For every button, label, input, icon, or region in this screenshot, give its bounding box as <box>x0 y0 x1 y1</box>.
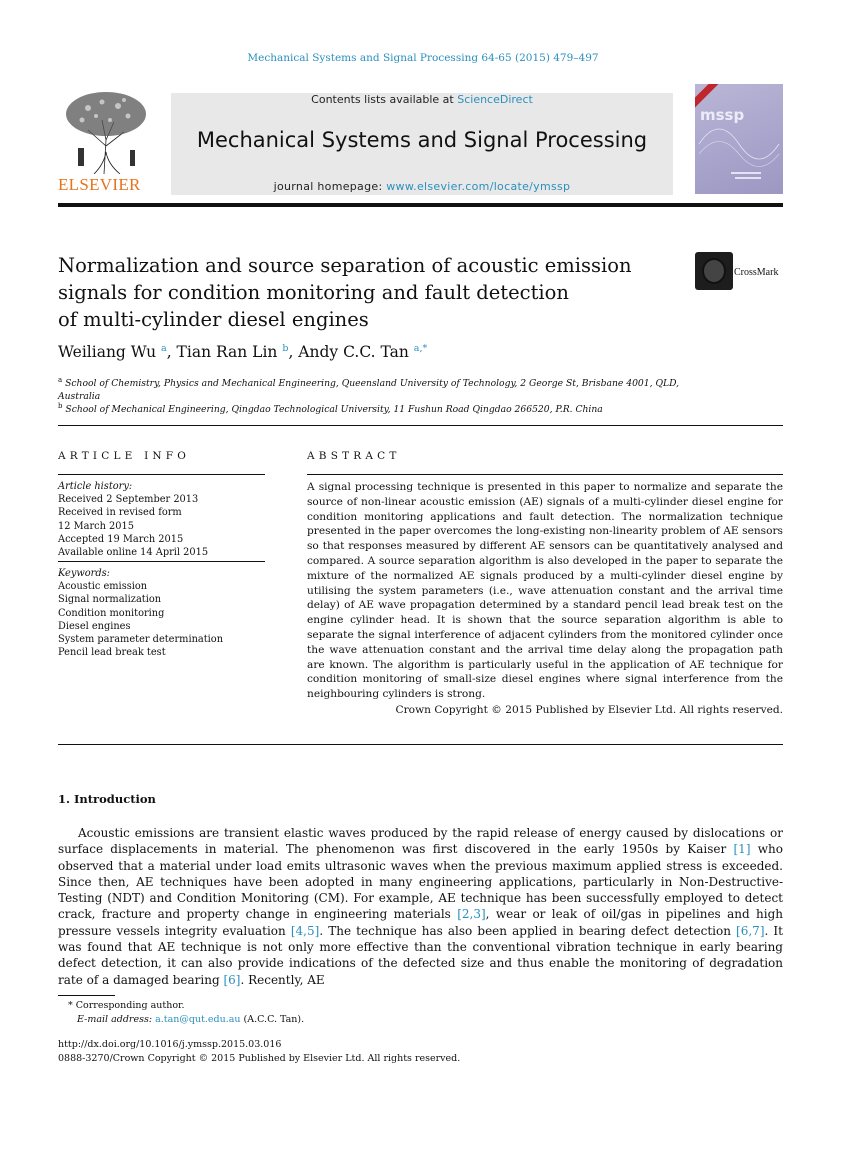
journal-homepage-line <box>171 180 673 193</box>
article-info-rule <box>58 474 265 475</box>
sciencedirect-link[interactable]: ScienceDirect <box>457 93 533 106</box>
footnote-rule <box>58 995 115 996</box>
author-list <box>58 343 427 361</box>
author-affiliation-mark[interactable]: a <box>161 343 167 354</box>
article-history <box>58 480 265 559</box>
journal-homepage-link[interactable]: www.elsevier.com/locate/ymssp <box>386 180 571 193</box>
keywords-list <box>58 567 265 659</box>
author-affiliation-mark[interactable]: a,* <box>413 343 428 354</box>
keyword: Pencil lead break test <box>58 647 166 659</box>
citation-link[interactable]: [6] <box>223 972 241 987</box>
keyword: Condition monitoring <box>58 607 165 619</box>
affiliation <box>58 400 698 417</box>
history-item: Received in revised form <box>58 507 182 519</box>
homepage-prefix: journal homepage: <box>273 180 387 193</box>
doi-link[interactable]: http://dx.doi.org/10.1016/j.ymssp.2015.03.016 <box>58 1039 282 1050</box>
journal-reference[interactable]: Mechanical Systems and Signal Processing 64-65 (2015) 479–497 <box>247 52 599 64</box>
title-line: signals for condition monitoring and fault detection <box>58 281 569 304</box>
citation-link[interactable]: [4,5] <box>290 923 320 938</box>
introduction-heading: 1. Introduction <box>58 792 156 806</box>
affiliation-mark: a <box>58 376 63 384</box>
abstract-text: A signal processing technique is presented in this paper to normalize and separate the source of non-linear acoustic emission (AE) signals of a multi-cylinder diesel engine for condition monitoring applications and fault detection. The normalization technique presented in the paper overcomes the long-existing non-linearity problem of AE sensors so that responses measured by different AE sensors can be quantitatively analysed and compared. A source separation algorithm is also developed in the paper to separate the mixture of the normalized AE signals produced by a multi-cylinder diesel engine by utilising the system parameters (i.e., wave attenuation constant and the arrival time delay) of AE wave propagation determined by a standard pencil lead break test on the engine cylinder head. It is shown that the source separation algorithm is able to separate the signal interference of adjacent cylinders from the monitored cylinder once the wave attenuation constant and the arrival time delay along the propagation path are known. The algorithm is particularly useful in the application of AE technique for condition monitoring of small-size diesel engines where signal interference from the neighbouring cylinders is strong. <box>307 481 783 701</box>
history-item: 12 March 2015 <box>58 520 134 532</box>
affiliation-text: School of Chemistry, Physics and Mechanical Engineering, Queensland University of Technology, 2 George St, Brisbane 4001, QLD, Australia <box>58 378 680 402</box>
intro-text-run: . It was found that AE technique is not only more effective than the conventional vibration technique in early bearing defect detection, it can also provide indications of the defected size and thus enable the monitoring of degradation rate of a damaged bearing <box>58 923 783 987</box>
author-name: Weiliang Wu <box>58 343 157 362</box>
journal-title: Mechanical Systems and Signal Processing <box>196 128 648 152</box>
author-separator: , <box>166 343 177 362</box>
citation-link[interactable]: [2,3] <box>457 907 486 922</box>
header-rule <box>58 203 783 207</box>
corresponding-author-note: * Corresponding author. <box>68 1000 185 1011</box>
intro-text-run: who observed that a material under load emits ultrasonic waves when the previous maximum applied stress is exceeded. Since then, AE techniques have been adopted in many engineering applications, particularly in Non-Destructive-Testing (NDT) and Condition Monitoring (CM). For example, AE technique has been successfully employed to detect crack, fracture and property change in engineering materials <box>58 842 783 922</box>
cover-title: mssp <box>700 106 745 124</box>
keywords-label: Keywords: <box>58 568 110 579</box>
section-divider <box>58 425 783 426</box>
affiliation-mark: b <box>58 402 63 410</box>
journal-cover-image <box>695 84 783 194</box>
contents-line <box>171 93 673 106</box>
keywords-rule <box>58 561 265 562</box>
intro-text-run: , wear or leak of oil/gas in pipelines and high pressure vessels integrity evaluation <box>58 907 783 938</box>
intro-text-run: . The technique has also been applied in bearing defect detection <box>319 923 737 938</box>
title-line: Normalization and source separation of acoustic emission <box>58 254 632 277</box>
email-suffix: (A.C.C. Tan). <box>240 1014 305 1025</box>
cover-wave-graphic <box>695 84 783 194</box>
introduction-paragraph <box>58 825 783 988</box>
article-info-heading: ARTICLE INFO <box>58 450 191 462</box>
keyword: Signal normalization <box>58 594 162 606</box>
paper-title <box>58 252 678 333</box>
crossmark-label[interactable]: CrossMark <box>734 267 779 278</box>
citation-link[interactable]: [1] <box>733 842 751 857</box>
affiliation <box>58 374 698 403</box>
abstract-rule <box>307 474 783 475</box>
history-label: Article history: <box>58 481 133 492</box>
keyword: System parameter determination <box>58 634 224 646</box>
title-line: of multi-cylinder diesel engines <box>58 308 369 331</box>
intro-text-run: . Recently, AE <box>240 972 325 987</box>
author-separator: , <box>288 343 299 362</box>
history-item: Accepted 19 March 2015 <box>58 533 184 545</box>
contents-prefix: Contents lists available at <box>311 93 458 106</box>
author-affiliation-mark[interactable]: b <box>282 343 289 354</box>
history-item: Received 2 September 2013 <box>58 494 199 506</box>
history-item: Available online 14 April 2015 <box>58 547 209 559</box>
email-label: E-mail address: <box>77 1014 156 1025</box>
crossmark-icon[interactable] <box>695 252 733 290</box>
intro-text-run: Acoustic emissions are transient elastic waves produced by the rapid release of energy caused by dislocations or surface displacements in material. The phenomenon was first discovered in the early 1950s by Kaiser <box>58 826 783 857</box>
author-email-link[interactable]: a.tan@qut.edu.au <box>155 1014 241 1025</box>
citation-link[interactable]: [6,7] <box>736 923 765 938</box>
email-footnote <box>77 1014 304 1025</box>
abstract-heading: ABSTRACT <box>307 450 401 462</box>
author-name: Tian Ran Lin <box>176 343 278 362</box>
keyword: Acoustic emission <box>58 581 148 593</box>
abstract-copyright: Crown Copyright © 2015 Published by Elsevier Ltd. All rights reserved. <box>395 704 783 716</box>
author-name: Andy C.C. Tan <box>298 343 409 362</box>
elsevier-wordmark: ELSEVIER <box>58 175 141 194</box>
affiliation-text: School of Mechanical Engineering, Qingdao Technological University, 11 Fushun Road Qingdao 266520, P.R. China <box>65 404 603 416</box>
issn-copyright-line: 0888-3270/Crown Copyright © 2015 Published by Elsevier Ltd. All rights reserved. <box>58 1053 461 1064</box>
section-divider <box>58 744 783 745</box>
keyword: Diesel engines <box>58 620 131 632</box>
